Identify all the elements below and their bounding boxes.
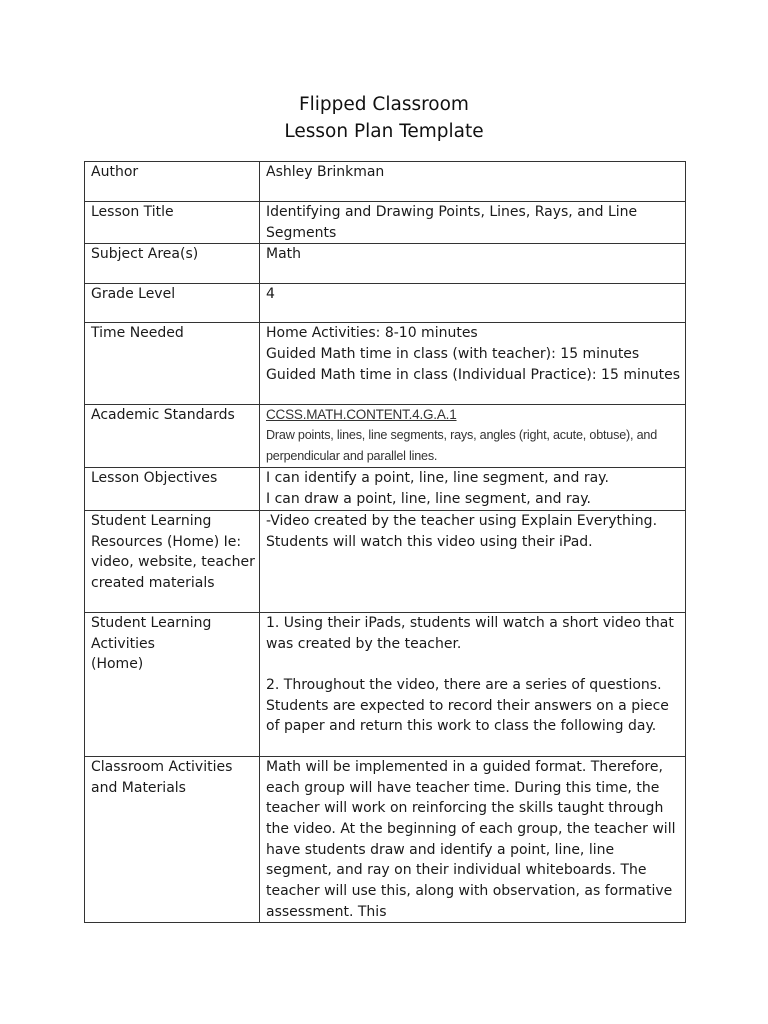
value-cell: Math will be implemented in a guided format. Therefore, each group will have teacher time. During this time, the teacher will work on reinforcing the skills taught through the video. At the beginning of each group, the teacher will have students draw and identify a point, line, line segment, and ray on their individual whiteboards. The teacher will use this, along with observation, as formative assessment. This [260, 756, 686, 923]
time-guided-individual: Guided Math time in class (Individual Practice): 15 minutes [266, 366, 680, 383]
value-cell: Ashley Brinkman [260, 162, 686, 202]
label-cell: Student Learning Activities (Home) [85, 612, 260, 756]
activity-paragraph-1: 1. Using their iPads, students will watch a short video that was created by the teacher. [266, 614, 674, 652]
value-cell: Math [260, 244, 686, 284]
time-guided-teacher: Guided Math time in class (with teacher): 15 minutes [266, 346, 640, 363]
value-cell [260, 323, 686, 405]
label-cell: Lesson Objectives [85, 468, 260, 510]
label-cell: Academic Standards [85, 405, 260, 468]
table-row-lesson-objectives [85, 468, 686, 510]
document-title [0, 91, 768, 145]
table-row-classroom-activities [85, 756, 686, 923]
value-cell: -Video created by the teacher using Explain Everything. Students will watch this video using their iPad. [260, 510, 686, 612]
objective-draw: I can draw a point, line, line segment, and ray. [266, 491, 591, 508]
value-cell [260, 468, 686, 510]
activity-paragraph-2: 2. Throughout the video, there are a series of questions. Students are expected to record their answers on a piece of paper and return this work to class the following day. [266, 676, 669, 735]
table-row-subject-area [85, 244, 686, 284]
value-cell [260, 405, 686, 468]
objective-identify: I can identify a point, line, line segment, and ray. [266, 470, 609, 487]
label-cell: Grade Level [85, 284, 260, 323]
table-row-lesson-title [85, 202, 686, 244]
table-row-time-needed [85, 323, 686, 405]
standard-description: Draw points, lines, line segments, rays, angles (right, acute, obtuse), and perpendicular and parallel lines. [266, 428, 658, 464]
standard-link[interactable]: CCSS.MATH.CONTENT.4.G.A.1 [266, 407, 457, 423]
time-home: Home Activities: 8-10 minutes [266, 325, 478, 342]
value-cell: Identifying and Drawing Points, Lines, Rays, and Line Segments [260, 202, 686, 244]
label-cell: Classroom Activities and Materials [85, 756, 260, 923]
label-cell: Lesson Title [85, 202, 260, 244]
value-cell [260, 612, 686, 756]
value-cell: 4 [260, 284, 686, 323]
paragraph-gap [266, 654, 681, 675]
table-row-academic-standards [85, 405, 686, 468]
label-cell: Student Learning Resources (Home) Ie: video, website, teacher created materials [85, 510, 260, 612]
label-cell: Author [85, 162, 260, 202]
table-row-resources-home [85, 510, 686, 612]
label-cell: Time Needed [85, 323, 260, 405]
table-row-activities-home [85, 612, 686, 756]
title-line-1: Flipped Classroom [299, 94, 469, 115]
title-line-2: Lesson Plan Template [284, 121, 484, 142]
lesson-plan-table [84, 161, 686, 923]
table-row-grade-level [85, 284, 686, 323]
table-row-author [85, 162, 686, 202]
label-cell: Subject Area(s) [85, 244, 260, 284]
